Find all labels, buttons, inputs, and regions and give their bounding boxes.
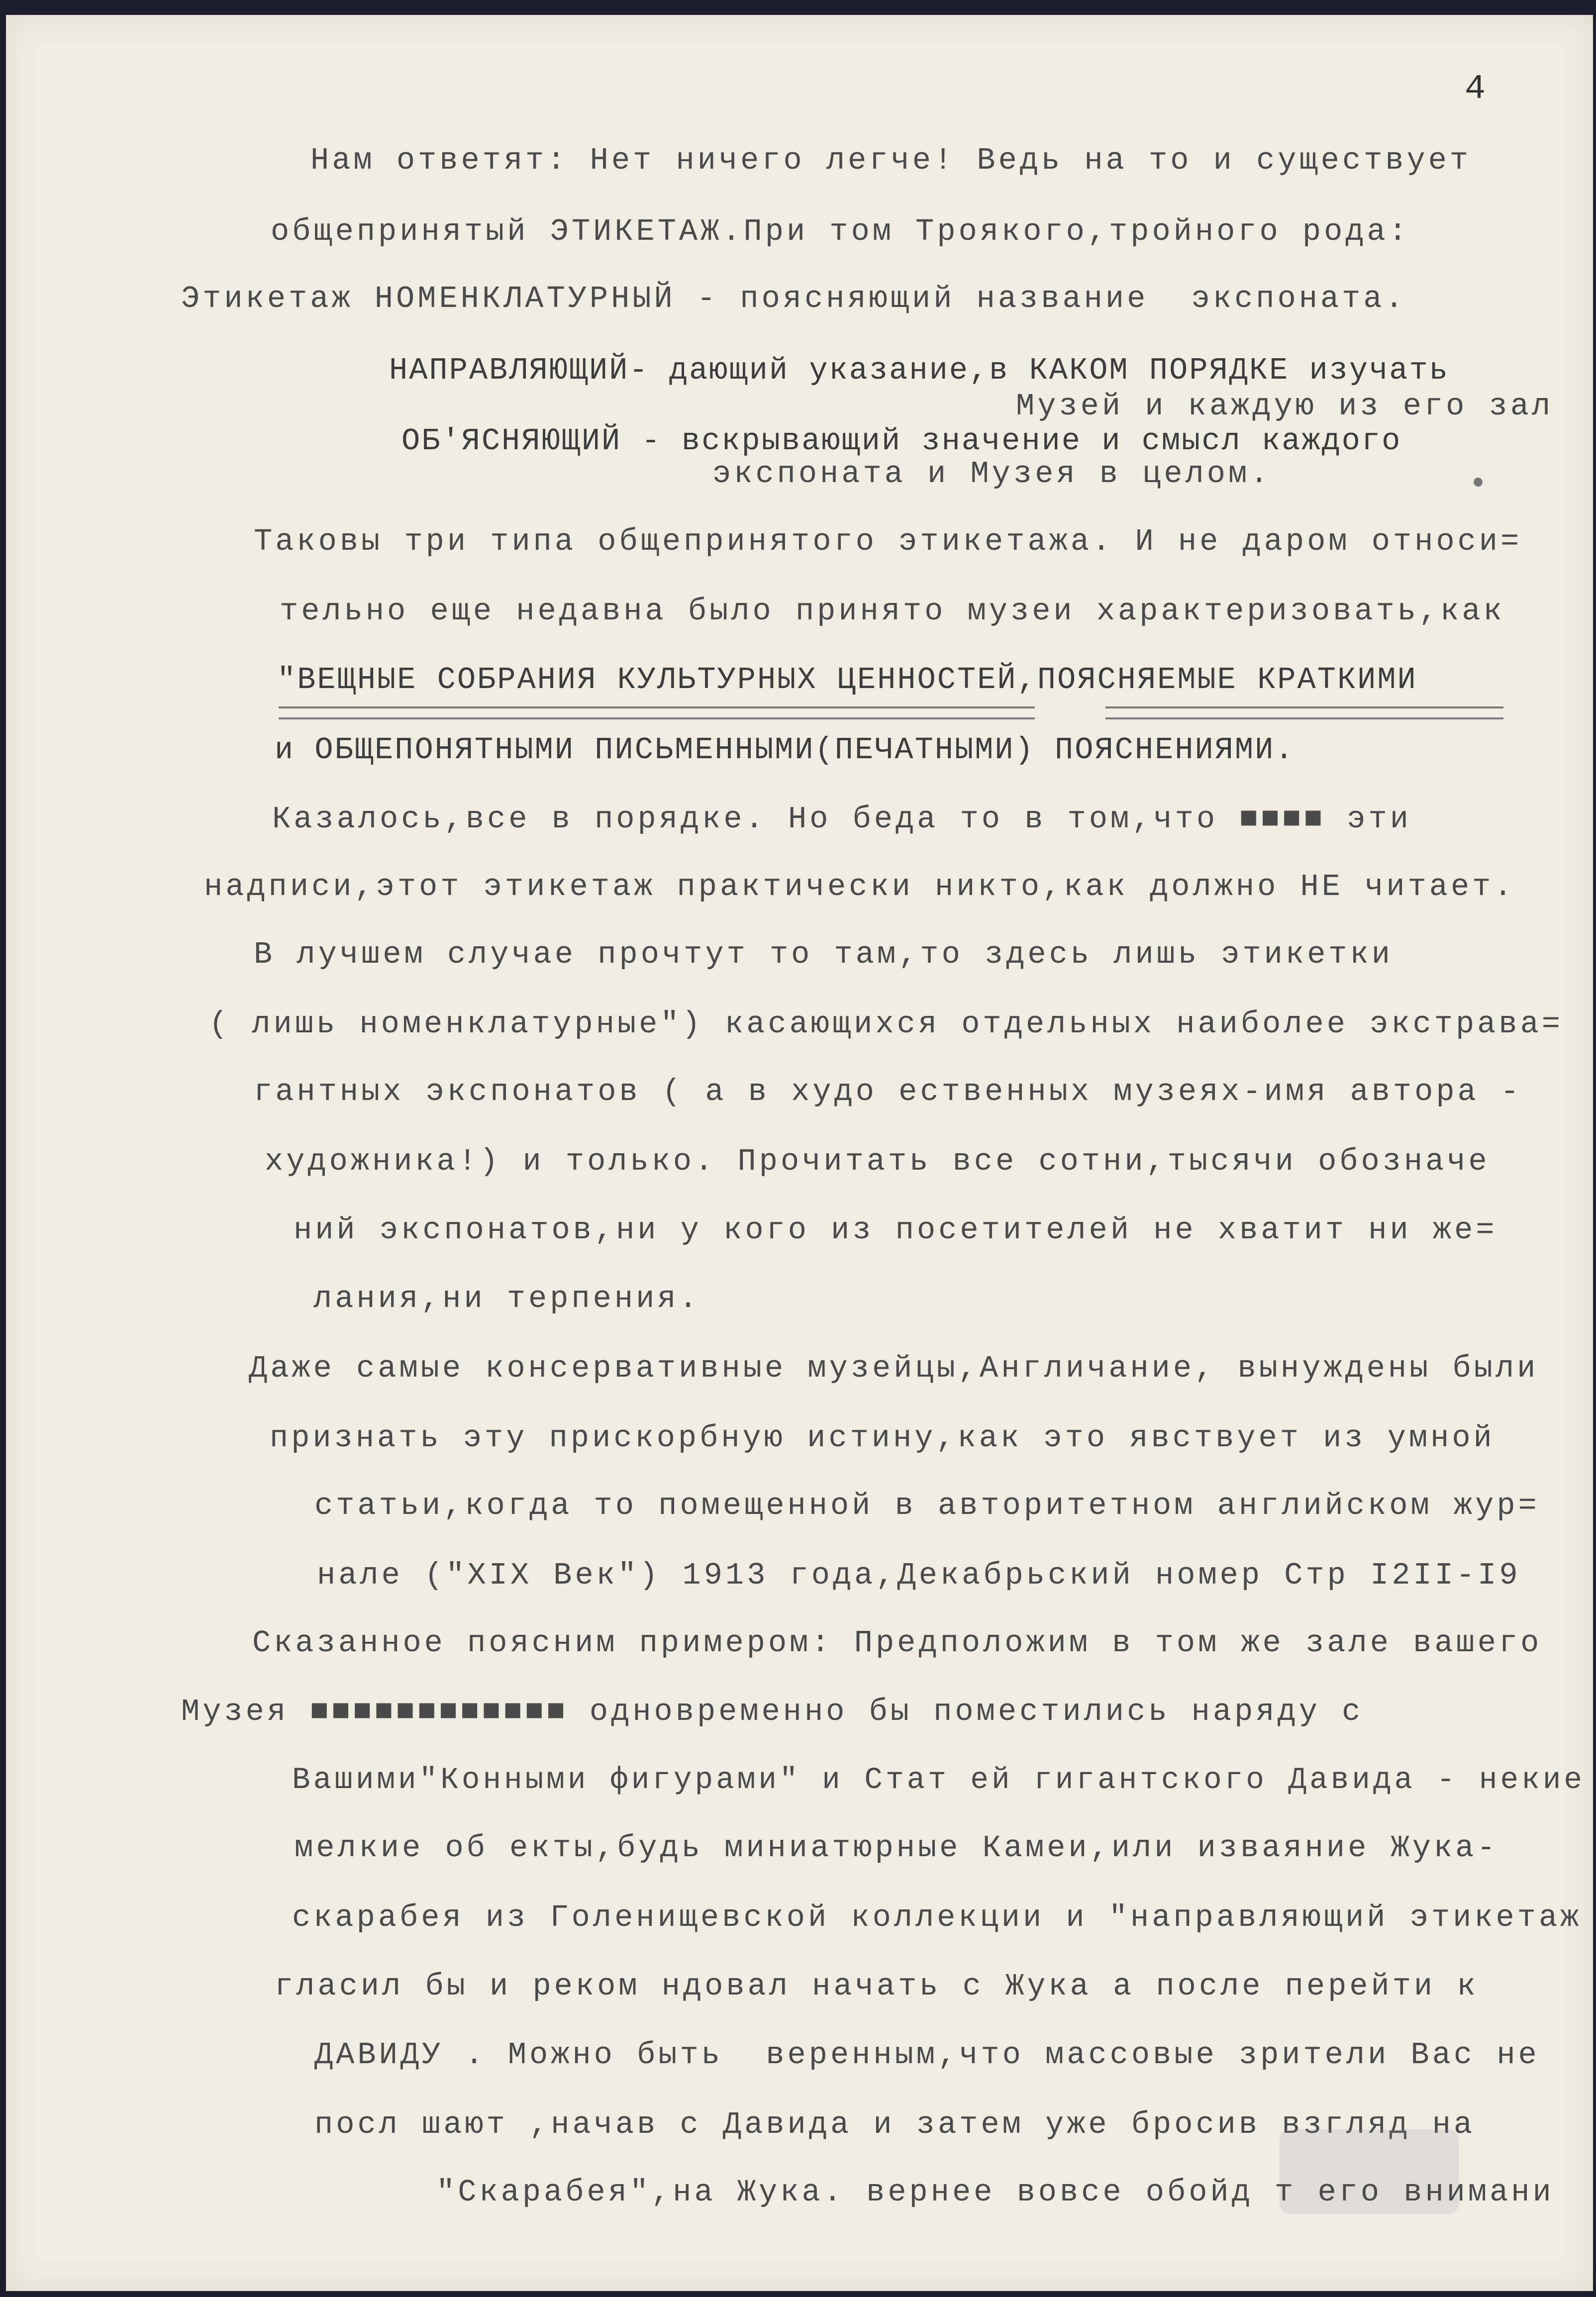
text-line: "Скарабея",на Жука. вернее вовсе обойд т его внимани [436,2175,1554,2210]
text-line: статьи,когда то помещенной в авторитетном английском жур= [314,1488,1540,1523]
text-line: ( лишь номенклатурные") касающихся отдельных наиболее экстрава= [209,1006,1563,1042]
text-line: НАПРАВЛЯЮЩИЙ- дающий указание,в КАКОМ ПОРЯДКЕ изучать [389,353,1449,388]
text-line: "ВЕЩНЫЕ СОБРАНИЯ КУЛЬТУРНЫХ ЦЕННОСТЕЙ,ПОЯСНЯЕМЫЕ КРАТКИМИ [277,662,1417,698]
text-line: общепринятый ЭТИКЕТАЖ.При том Троякого,тройного рода: [271,214,1410,249]
underline [279,706,1035,719]
text-line: ОБ'ЯСНЯЮЩИЙ - вскрывающий значение и смысл каждого [401,423,1402,459]
text-line: признать эту прискорбную истину,как это явствует из умной [270,1420,1495,1456]
text-line: Нам ответят: Нет ничего легче! Ведь на то и существует [310,143,1472,178]
text-line: Сказанное поясним примером: Предположим в том же зале вашего [252,1625,1542,1661]
text-line: надписи,этот этикетаж практически никто,как должно НЕ читает. [204,869,1515,904]
text-line: Музея ■■■■■■■■■■■■ одновременно бы поместились наряду с [181,1694,1364,1729]
text-line: тельно еще недавна было принято музеи характеризовать,как [280,594,1505,629]
text-line: скарабея из Голенищевской коллекции и "направляющий этикетаж [292,1900,1582,1935]
text-line: ний экспонатов,ни у кого из посетителей не хватит ни же= [294,1212,1497,1248]
text-line: Вашими"Конными фигурами" и Стат ей гигантского Давида - некие [292,1763,1585,1798]
text-line: гласил бы и реком ндовал начать с Жука а после перейти к [275,1969,1479,2004]
text-line: гантных экспонатов ( а в худо ественных музеях-имя автора - [254,1074,1522,1109]
text-line: Даже самые консервативные музейцы,Англичание, вынуждены были [249,1351,1539,1386]
text-line: Музей и каждую из его зал [1016,389,1554,424]
text-line: посл шают ,начав с Давида и затем уже бросив взгляд на [314,2107,1476,2142]
document-page [6,15,1593,2291]
ink-dot [1474,478,1483,487]
page-number: 4 [1465,70,1486,109]
text-line: В лучшем случае прочтут то там,то здесь лишь этикетки [254,937,1393,972]
text-line: и ОБЩЕПОНЯТНЫМИ ПИСЬМЕННЫМИ(ПЕЧАТНЫМИ) ПОЯСНЕНИЯМИ. [275,732,1295,768]
text-line: Таковы три типа общепринятого этикетажа. И не даром относи= [254,524,1522,559]
text-line: лания,ни терпения. [313,1281,700,1316]
text-line: Этикетаж НОМЕНКЛАТУРНЫЙ - поясняющий название экспоната. [181,281,1406,316]
text-line: художника!) и только. Прочитать все сотни,тысячи обозначе [265,1144,1490,1179]
text-line: Казалось,все в порядке. Но беда то в том,что ■■■■ эти [272,801,1411,837]
text-line: ДАВИДУ . Можно быть веренным,что массовые зрители Вас не [314,2037,1540,2073]
text-line: экспоната и Музея в целом. [712,456,1272,492]
text-line: мелкие об екты,будь миниатюрные Камеи,или изваяние Жука- [295,1830,1498,1866]
text-line: нале ("XIX Век") 1913 года,Декабрьский номер Стр I2II-I9 [317,1558,1521,1593]
underline [1105,706,1503,719]
